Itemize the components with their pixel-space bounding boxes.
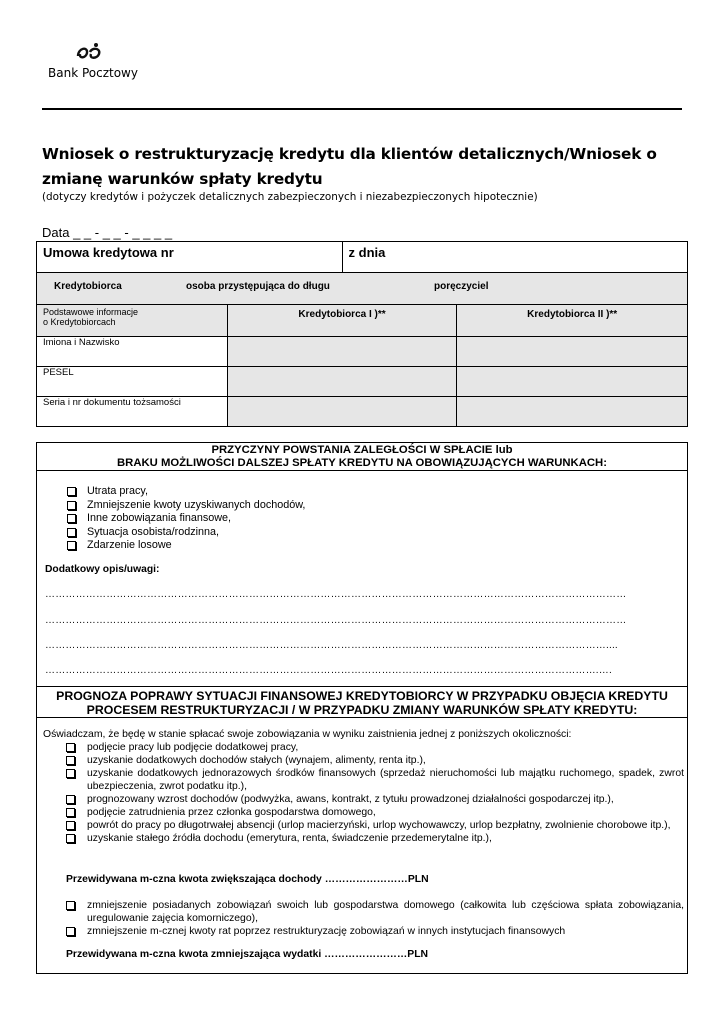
- borrower2-name-input[interactable]: [457, 337, 688, 367]
- bank-logo-icon: [74, 42, 104, 64]
- borrower2-id-input[interactable]: [457, 397, 688, 427]
- bank-logo: [48, 42, 158, 82]
- header-divider: [42, 108, 682, 110]
- reason-label: Zmniejszenie kwoty uzyskiwanych dochodów,: [87, 498, 306, 511]
- reason-item[interactable]: [67, 539, 305, 553]
- income-label: uzyskanie dodatkowych jednorazowych środków finansowych (sprzedaż nieruchomości lub majątku ruchomego, spadek, zwrot ubezpieczenia, zwrot podatku itp.),: [87, 768, 684, 792]
- checkbox[interactable]: [66, 821, 75, 830]
- expense-label: zmniejszenie posiadanych zobowiązań swoich lub gospodarstwa domowego (całkowita lub częściowa spłata zobowiązania, uregulowanie zajęcia komorniczego),: [87, 900, 684, 924]
- contract-number-field[interactable]: [37, 242, 343, 273]
- forecast-heading-line1: PROGNOZA POPRAWY SYTUACJI FINANSOWEJ KREDYTOBIORCY W PRZYPADKU OBJĘCIA KREDYTU: [56, 689, 668, 703]
- borrower1-name-input[interactable]: [227, 337, 457, 367]
- income-label: uzyskanie dodatkowych dochodów stałych (wynajem, alimenty, renta itp.),: [87, 755, 426, 766]
- expense-item[interactable]: [66, 925, 684, 938]
- row-label-pesel: PESEL: [37, 367, 228, 397]
- checkbox[interactable]: [67, 541, 76, 550]
- checkbox[interactable]: [66, 901, 75, 910]
- row-label-name: Imiona i Nazwisko: [37, 337, 228, 367]
- reason-label: Zdarzenie losowe: [87, 539, 172, 551]
- row-label-id-document: Seria i nr dokumentu tożsamości: [37, 397, 228, 427]
- income-label: podjęcie pracy lub podjęcie dodatkowej pracy,: [87, 742, 299, 753]
- basic-info-label-line1: Podstawowe informacje: [43, 307, 139, 317]
- form-title: Wniosek o restrukturyzację kredytu dla klientów detalicznych/Wniosek o zmianę warunków spłaty kredytu: [42, 145, 657, 188]
- party-type-row: [37, 273, 688, 305]
- income-item[interactable]: [66, 754, 684, 767]
- notes-line-3[interactable]: …………………………………………………………………………………………………………………………………………………....: [45, 640, 618, 651]
- borrower1-id-input[interactable]: [227, 397, 457, 427]
- statement-text: Oświadczam, że będę w stanie spłacać swoje zobowiązania w wyniku zaistnienia jednej z poniższych okoliczności:: [43, 729, 572, 740]
- reasons-heading-line2: BRAKU MOŻLIWOŚCI DALSZEJ SPŁATY KREDYTU NA OBOWIĄZUJĄCYCH WARUNKACH:: [117, 457, 607, 469]
- reason-label: Utrata pracy,: [87, 485, 149, 497]
- party-poreczyciel[interactable]: poręczyciel: [434, 281, 489, 292]
- checkbox[interactable]: [67, 514, 76, 523]
- income-item[interactable]: [66, 741, 684, 754]
- income-item[interactable]: [66, 806, 684, 819]
- checkbox[interactable]: [67, 528, 76, 537]
- checkbox[interactable]: [66, 743, 75, 752]
- reasons-heading-line1: PRZYCZYNY POWSTANIA ZALEGŁOŚCI W SPŁACIE lub: [211, 444, 513, 456]
- contract-number-label: Umowa kredytowa nr: [43, 245, 174, 260]
- basic-info-label-line2: o Kredytobiorcach: [43, 317, 116, 327]
- reasons-section: [36, 442, 688, 687]
- contract-date-field[interactable]: [342, 242, 687, 273]
- date-field[interactable]: Data _ _ - _ _ - _ _ _ _: [42, 225, 173, 240]
- borrower2-pesel-input[interactable]: [457, 367, 688, 397]
- notes-line-2[interactable]: ………………………………………………………………………………………………………………………………………………………: [45, 615, 627, 626]
- notes-line-4[interactable]: ……………………………………………………………………………………………………………………………………………….….: [45, 665, 612, 676]
- column-borrower-1: Kredytobiorca I )**: [227, 305, 457, 337]
- income-item[interactable]: [66, 767, 684, 793]
- reasons-checklist: [67, 485, 305, 553]
- column-borrower-2: Kredytobiorca II )**: [457, 305, 688, 337]
- party-kredytobiorca[interactable]: Kredytobiorca: [54, 281, 122, 292]
- notes-line-1[interactable]: ………………………………………………………………………………………………………………………………………………………: [45, 589, 627, 600]
- checkbox[interactable]: [66, 756, 75, 765]
- reason-item[interactable]: [67, 499, 305, 513]
- form-subtitle: (dotyczy kredytów i pożyczek detalicznych zabezpieczonych i niezabezpieczonych hipotecznie): [42, 191, 538, 203]
- party-osoba-przystepujaca[interactable]: osoba przystępująca do długu: [186, 281, 330, 292]
- reasons-heading: [37, 443, 687, 471]
- income-item[interactable]: [66, 793, 684, 806]
- income-label: uzyskanie stałego źródła dochodu (emerytura, renta, świadczenie przedemerytalne itp.),: [87, 833, 492, 844]
- income-label: prognozowany wzrost dochodów (podwyżka, awans, kontrakt, z tytułu prowadzonej działalności gospodarczej itp.),: [87, 794, 614, 805]
- income-item[interactable]: [66, 832, 684, 845]
- checkbox[interactable]: [66, 795, 75, 804]
- reason-item[interactable]: [67, 512, 305, 526]
- expense-item[interactable]: [66, 899, 684, 925]
- forecast-heading-line2: PROCESEM RESTRUKTURYZACJI / W PRZYPADKU ZMIANY WARUNKÓW SPŁATY KREDYTU:: [86, 703, 638, 717]
- checkbox[interactable]: [67, 501, 76, 510]
- checkbox[interactable]: [66, 769, 75, 778]
- contract-date-label: z dnia: [348, 245, 386, 260]
- income-item[interactable]: [66, 819, 684, 832]
- borrower1-pesel-input[interactable]: [227, 367, 457, 397]
- checkbox[interactable]: [66, 834, 75, 843]
- bank-logo-text: Bank Pocztowy: [48, 66, 138, 80]
- reason-label: Inne zobowiązania finansowe,: [87, 512, 232, 524]
- income-label: podjęcie zatrudnienia przez członka gospodarstwa domowego,: [87, 807, 376, 818]
- forecast-section: [36, 687, 688, 974]
- forecast-heading: [37, 687, 687, 718]
- expense-checklist: [66, 899, 684, 938]
- income-checklist: [66, 741, 684, 845]
- checkbox[interactable]: [66, 927, 75, 936]
- reason-label: Sytuacja osobista/rodzinna,: [87, 525, 220, 538]
- reason-item[interactable]: [67, 485, 305, 499]
- expense-label: zmniejszenie m-cznej kwoty rat poprzez restrukturyzację zobowiązań w innych instytucjach finansowych: [87, 926, 566, 937]
- borrower-table: [36, 241, 688, 427]
- income-label: powrót do pracy po długotrwałej absencji (urlop macierzyński, urlop wychowawczy, urlop bezpłatny, zwolnienie chorobowe itp.),: [87, 820, 671, 831]
- income-amount-field[interactable]: Przewidywana m-czna kwota zwiększająca dochody ……………………PLN: [66, 874, 429, 885]
- reason-item[interactable]: [67, 526, 305, 540]
- basic-info-label: [37, 305, 228, 337]
- checkbox[interactable]: [67, 487, 76, 496]
- expense-amount-field[interactable]: Przewidywana m-czna kwota zmniejszająca wydatki ……………………PLN: [66, 949, 429, 960]
- checkbox[interactable]: [66, 808, 75, 817]
- notes-label: Dodatkowy opis/uwagi:: [45, 564, 160, 575]
